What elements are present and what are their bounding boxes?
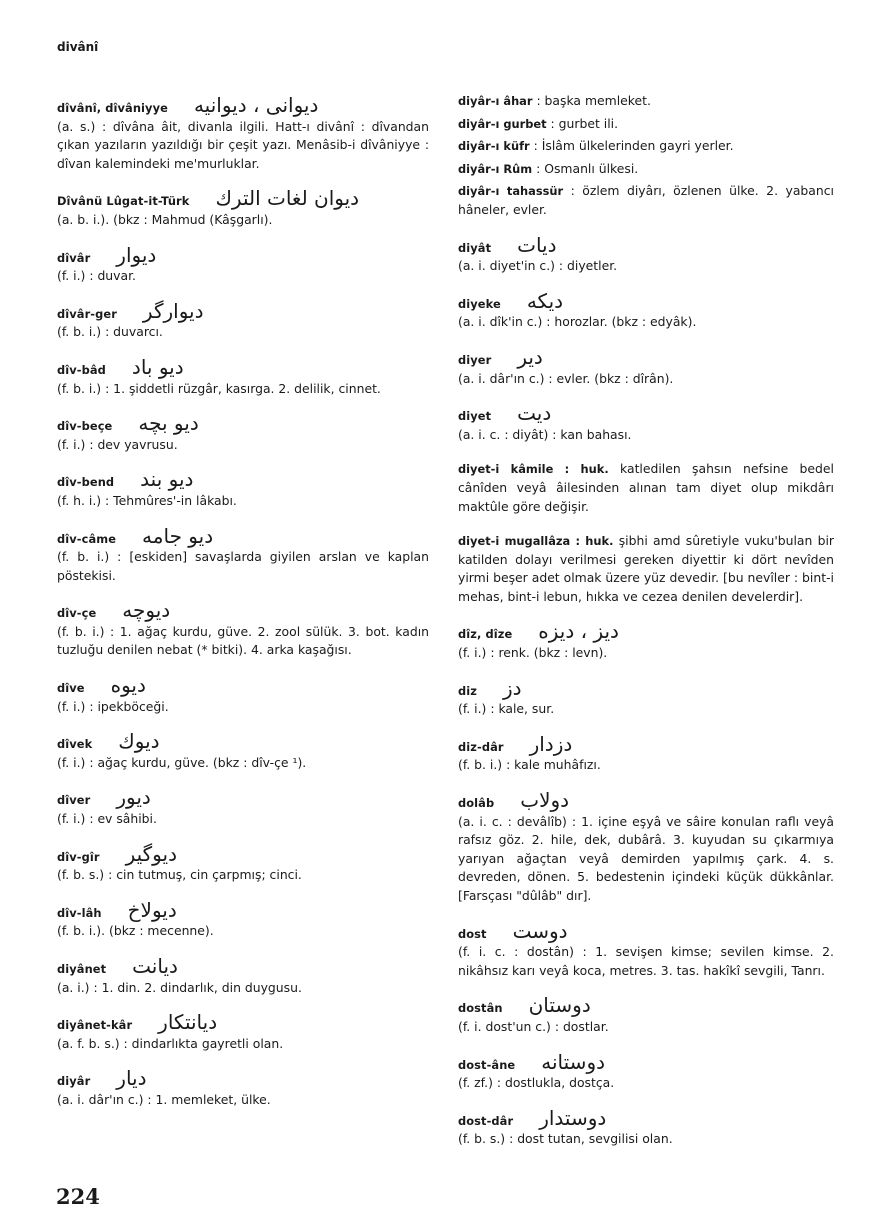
dictionary-entry: [57, 467, 429, 510]
sub-entry-text: [458, 532, 834, 606]
entry-definition: (f. i.) : ev sâhibi.: [57, 811, 157, 827]
entry-headline: [57, 954, 429, 979]
headword: dîver: [57, 793, 91, 808]
sub-definition: : gurbet ili.: [550, 115, 619, 131]
headword: diyânet-kâr: [57, 1018, 133, 1033]
left-column: [57, 93, 429, 1126]
entry-definition: (f. b. i.) : 1. ağaç kurdu, güve. 2. zool sülük. 3. bot. kadın tuzluğu denilen nebat (* bitki). 4. arka kaşağısı.: [57, 623, 429, 658]
entry-headline: [57, 354, 429, 380]
sub-headword: diyet-i kâmile : huk.: [458, 462, 609, 477]
headword: diz-dâr: [458, 739, 504, 754]
entry-headline: [57, 1066, 429, 1091]
entry-definition: (a. s.) : dîvâna âit, divanla ilgili. Hatt-ı divânî : dîvandan çıkan yazıların yazıldığı bir çeşit yazı. Menâsib-i dîvâniyye : dîvan kalemindeki me'murluklar.: [57, 118, 429, 171]
arabic-script: دیوارگر: [142, 298, 204, 323]
entry-definition: (a. i. dîk'in c.) : horozlar. (bkz : edyâk).: [458, 314, 697, 330]
headword: diyânet: [57, 962, 107, 976]
arabic-script: دوست: [512, 918, 568, 943]
entry-definition: (a. i. c. : devâlîb) : 1. içine eşyâ ve sâire konulan raflı veyâ rafsız göz. 2. hile, dek, dubârâ. 3. kuyudan su çıkarmıya yarıyan ağaçtan veyâ demirden yapılmış çark. 4. s. devreden, dönen. 5. bedestenin içindeki küçük dükkânlar. [Farsçası "dûlâb" dır].: [458, 813, 834, 903]
entry-headline: [57, 598, 429, 623]
entry-definition: (f. i. dost'un c.) : dostlar.: [458, 1018, 609, 1034]
dictionary-entry: [57, 1010, 429, 1053]
headword: diyer: [458, 352, 492, 367]
headword: dolâb: [458, 796, 495, 811]
right-column: [458, 92, 834, 1165]
dictionary-entry: [458, 918, 834, 981]
entry-headline: [458, 731, 834, 757]
sub-entry: [458, 137, 834, 156]
entry-headline: [57, 673, 429, 698]
entry-definition: (f. b. i.) : 1. şiddetli rüzgâr, kasırga. 2. delilik, cinnet.: [57, 380, 381, 396]
arabic-script: دیانتکار: [158, 1010, 218, 1035]
arabic-script: دیولاخ: [127, 897, 177, 922]
entry-definition: (a. b. i.). (bkz : Mahmud (Kâşgarlı).: [57, 211, 273, 227]
arabic-script: دیوان لغات الترك: [215, 186, 360, 211]
entry-headline: [57, 242, 429, 268]
arabic-script: دوستدار: [539, 1105, 607, 1130]
entry-headline: [57, 411, 429, 436]
arabic-script: دیات: [517, 232, 557, 257]
dictionary-entry: [57, 411, 429, 454]
sub-headword: diyâr-ı tahassür: [458, 184, 564, 199]
entry-headline: [458, 401, 834, 426]
entry-definition: (f. i.) : duvar.: [57, 268, 136, 284]
entry-headline: [57, 729, 429, 754]
headword: dîv-çe: [57, 606, 97, 621]
dictionary-entry: [458, 344, 834, 388]
headword: diyet: [458, 409, 492, 424]
arabic-script: دیانت: [132, 954, 178, 978]
sub-entry-text: [458, 92, 834, 111]
arabic-script: دیکه: [526, 288, 564, 313]
headword: diz: [458, 683, 477, 698]
entry-headline: [57, 785, 429, 810]
headword: dîve: [57, 681, 85, 696]
entry-headline: [458, 1105, 834, 1131]
sub-headword: diyâr-ı âhar: [458, 94, 533, 108]
arabic-script: دیو جامه: [142, 523, 214, 548]
entry-definition: (a. i. dâr'ın c.) : evler. (bkz : dîrân).: [458, 370, 674, 386]
headword: diyât: [458, 240, 492, 255]
entry-definition: (f. h. i.) : Tehmûres'-in lâkabı.: [57, 492, 237, 508]
entry-headline: [458, 619, 834, 644]
entry-definition: (f. i.) : ağaç kurdu, güve. (bkz : dîv-çe ¹).: [57, 754, 307, 770]
entry-headline: [57, 1010, 429, 1035]
sub-headword: diyâr-ı gurbet: [458, 116, 547, 131]
sub-definition: : başka memleket.: [536, 93, 651, 108]
sub-entry-text: [458, 182, 834, 219]
dictionary-entry: [458, 288, 834, 332]
entry-definition: (a. i. dâr'ın c.) : 1. memleket, ülke.: [57, 1091, 271, 1107]
entry-headline: [57, 298, 429, 324]
dictionary-entry: [458, 731, 834, 775]
arabic-script: دیوانی ، دیوانیه: [193, 93, 319, 117]
arabic-script: دیو باد: [131, 354, 184, 379]
sub-headword: diyâr-ı Rûm: [458, 161, 533, 176]
entry-definition: (a. i. c. : diyât) : kan bahası.: [458, 426, 632, 442]
arabic-script: دولاب: [520, 788, 570, 813]
dictionary-entry: [57, 673, 429, 716]
entry-headline: [458, 288, 834, 314]
entry-definition: (f. i.) : dev yavrusu.: [57, 436, 178, 452]
headword: dîv-bend: [57, 475, 115, 490]
sub-entry: [458, 532, 834, 606]
running-head: divânî: [57, 40, 99, 54]
dictionary-entry: [57, 954, 429, 997]
arabic-script: دیوچه: [122, 598, 171, 623]
arabic-script: دوستانه: [541, 1049, 606, 1074]
dictionary-entry: [458, 1105, 834, 1149]
headword: dost-âne: [458, 1057, 516, 1072]
arabic-script: دیت: [517, 401, 552, 426]
arabic-script: دیوار: [116, 242, 157, 267]
dictionary-entry: [57, 93, 429, 173]
arabic-script: دیور: [116, 785, 151, 810]
entry-definition: (f. i.) : renk. (bkz : levn).: [458, 645, 608, 661]
arabic-script: دیوه: [110, 673, 146, 698]
headword: dîv-beçe: [57, 419, 113, 434]
sub-definition: : İslâm ülkelerinden gayri yerler.: [533, 138, 734, 154]
entry-headline: [458, 344, 834, 370]
dictionary-entry: [57, 242, 429, 286]
dictionary-entry: [57, 598, 429, 660]
arabic-script: دیوگیر: [125, 841, 177, 866]
entry-headline: [458, 1049, 834, 1075]
dictionary-entry: [458, 232, 834, 276]
headword: dîv-gîr: [57, 849, 100, 864]
headword: dîvâr: [57, 250, 91, 265]
entry-headline: [57, 186, 429, 211]
sub-entry: [458, 460, 834, 516]
entry-headline: [458, 232, 834, 258]
dictionary-entry: [57, 523, 429, 586]
headword: dîv-câme: [57, 531, 117, 546]
entry-headline: [57, 897, 429, 923]
arabic-script: دیار: [116, 1066, 147, 1091]
dictionary-entry: [57, 785, 429, 828]
dictionary-entry: [458, 675, 834, 719]
dictionary-entry: [458, 788, 834, 906]
headword: dîvek: [57, 737, 93, 752]
entry-headline: [57, 467, 429, 492]
headword: diyâr: [57, 1074, 91, 1089]
dictionary-entry: [458, 619, 834, 662]
headword: dîv-lâh: [57, 905, 102, 920]
entry-definition: (f. i. c. : dostân) : 1. sevişen kimse; sevilen kimse. 2. nikâhsız karı veyâ koca, metres. 3. tas. hakîkî sevgili, Tanrı.: [458, 944, 834, 978]
headword: dostân: [458, 1001, 503, 1016]
headword: dîvâr-ger: [57, 306, 117, 321]
entry-headline: [57, 841, 429, 867]
headword: dîz, dîze: [458, 627, 513, 642]
arabic-script: دیو بچه: [138, 411, 199, 436]
entry-definition: (f. i.) : ipekböceği.: [57, 698, 169, 714]
sub-definition: : Osmanlı ülkesi.: [536, 160, 639, 176]
sub-entry-text: [458, 160, 834, 179]
dictionary-entry: [57, 841, 429, 885]
headword: diyeke: [458, 296, 501, 311]
headword: dîv-bâd: [57, 362, 106, 377]
dictionary-entry: [57, 298, 429, 342]
arabic-script: دزدار: [529, 731, 573, 756]
sub-definition: katledilen şahsın nefsine bedel cânîden veyâ âilesinden alınan tam diyet olup mikdârı maktûle göre değişir.: [458, 461, 834, 514]
entry-headline: [458, 993, 834, 1018]
sub-entry: [458, 92, 834, 111]
headword: Dîvânü Lûgat-it-Türk: [57, 194, 190, 209]
arabic-script: دز: [503, 675, 522, 700]
entry-definition: (f. i.) : kale, sur.: [458, 701, 555, 717]
entry-definition: (f. zf.) : dostlukla, dostça.: [458, 1075, 615, 1091]
entry-headline: [458, 918, 834, 944]
arabic-script: دوستان: [528, 993, 591, 1018]
sub-definition: : özlem diyârı, özlenen ülke. 2. yabancı hâneler, evler.: [458, 183, 834, 217]
sub-entry: [458, 182, 834, 219]
entry-definition: (f. b. i.) : [eskiden] savaşlarda giyilen arslan ve kaplan pöstekisi.: [57, 549, 429, 583]
entry-headline: [57, 523, 429, 549]
sub-entry-text: [458, 460, 834, 516]
dictionary-entry: [458, 1049, 834, 1093]
sub-entry-text: [458, 115, 834, 134]
entry-definition: (f. b. s.) : dost tutan, sevgilisi olan.: [458, 1131, 673, 1147]
arabic-script: دیو بند: [140, 467, 194, 492]
sub-headword: diyâr-ı küfr: [458, 139, 530, 154]
sub-entry-text: [458, 137, 834, 156]
entry-definition: (a. i. diyet'in c.) : diyetler.: [458, 258, 618, 274]
sub-headword: diyet-i mugallâza : huk.: [458, 534, 614, 549]
sub-definition: şibhi amd sûretiyle vuku'bulan bir katilden dolayı verilmesi gereken diyettir ki dört nevîden yirmi beşer adet olmak üzere yüz devedir. [bu nevîler : bint-i mehas, bint-i lebun, hıkka ve cezea denilen develerdir].: [458, 533, 834, 604]
dictionary-entry: [57, 354, 429, 398]
dictionary-entry: [57, 186, 429, 229]
entry-definition: (f. b. s.) : cin tutmuş, cin çarpmış; cinci.: [57, 867, 302, 883]
entry-definition: (f. b. i.) : duvarcı.: [57, 324, 163, 340]
entry-headline: [57, 93, 429, 118]
dictionary-entry: [458, 401, 834, 444]
headword: dîvânî, dîvâniyye: [57, 101, 168, 115]
page-number: 224: [56, 1184, 100, 1209]
entry-headline: [458, 675, 834, 701]
dictionary-entry: [57, 897, 429, 941]
headword: dost: [458, 926, 487, 941]
entry-definition: (f. b. i.) : kale muhâfızı.: [458, 757, 601, 773]
arabic-script: دیر: [517, 344, 543, 369]
arabic-script: دیوك: [118, 729, 160, 754]
sub-entry: [458, 115, 834, 134]
entry-definition: (f. b. i.). (bkz : mecenne).: [57, 923, 214, 939]
sub-entry: [458, 160, 834, 179]
dictionary-entry: [458, 993, 834, 1036]
entry-definition: (a. f. b. s.) : dindarlıkta gayretli olan.: [57, 1035, 284, 1051]
dictionary-entry: [57, 1066, 429, 1109]
entry-definition: (a. i.) : 1. din. 2. dindarlık, din duygusu.: [57, 979, 302, 995]
headword: dost-dâr: [458, 1113, 514, 1128]
arabic-script: دیز ، دیزه: [538, 619, 619, 644]
entry-headline: [458, 788, 834, 813]
dictionary-entry: [57, 729, 429, 772]
